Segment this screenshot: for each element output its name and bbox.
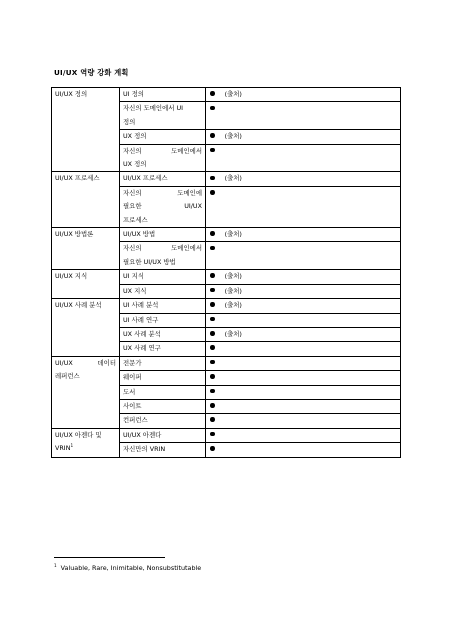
category-cell — [52, 228, 120, 270]
item-text: 도메인에 — [177, 188, 202, 197]
note-cell — [206, 102, 401, 130]
item-text: 필요한 UI/UX 방법 — [123, 257, 176, 266]
item-cell: 자신만의 VRIN — [120, 443, 206, 457]
source-note: (출처) — [224, 90, 242, 98]
category-label: UI/UX 지식 — [55, 272, 88, 281]
item-cell: UI/UX 방법 — [120, 228, 206, 242]
item-text: 도메인에서 — [171, 146, 202, 155]
note-cell — [206, 313, 401, 327]
note-cell — [206, 399, 401, 413]
item-cell: UI/UX 프로세스 — [120, 172, 206, 186]
category-cell — [52, 172, 120, 228]
table-row — [52, 228, 401, 242]
item-cell: UX 지식 — [120, 284, 206, 298]
bullet-icon — [210, 246, 215, 251]
item-text: 정의 — [123, 117, 136, 126]
bullet-icon — [210, 176, 215, 181]
item-cell: UX 사례 분석 — [120, 327, 206, 341]
item-text: 자신의 — [123, 188, 142, 197]
note-cell — [206, 88, 401, 102]
bullet-icon — [210, 345, 215, 350]
bullet-icon — [210, 360, 215, 365]
category-label: UI/UX 아젠다 및 — [55, 430, 102, 439]
category-cell — [52, 270, 120, 299]
source-note: (출처) — [224, 301, 242, 310]
bullet-icon — [210, 190, 215, 195]
item-cell: 웨이퍼 — [120, 371, 206, 385]
item-cell: 사이트 — [120, 399, 206, 413]
note-cell — [206, 130, 401, 144]
item-text: 필요한 — [123, 202, 142, 211]
bullet-icon — [210, 317, 215, 322]
bullet-icon — [210, 133, 215, 138]
item-cell: UI 사례 분석 — [120, 299, 206, 313]
source-note: (출처) — [224, 132, 242, 141]
page-title: UI/UX 역량 강화 계획 — [54, 68, 129, 77]
footnote-marker: 1 — [54, 563, 57, 568]
item-cell: UX 정의 — [120, 130, 206, 144]
bullet-icon — [210, 273, 215, 278]
item-text: 프로세스 — [123, 215, 148, 224]
item-cell: UI 사례 연구 — [120, 313, 206, 327]
bullet-icon — [210, 389, 215, 394]
note-cell — [206, 385, 401, 399]
item-cell: UI 지식 — [120, 270, 206, 284]
bullet-icon — [210, 288, 215, 293]
category-cell — [52, 356, 120, 428]
item-text: 자신의 — [123, 244, 142, 253]
note-cell — [206, 327, 401, 341]
note-cell — [206, 284, 401, 298]
item-cell — [120, 242, 206, 270]
category-label: VRIN — [55, 444, 71, 453]
footnote-text: Valuable, Rare, Inimitable, Nonsubstitutable — [60, 564, 202, 572]
note-cell — [206, 144, 401, 172]
note-cell — [206, 443, 401, 457]
note-cell — [206, 228, 401, 242]
item-cell — [120, 144, 206, 172]
source-note: (출처) — [224, 230, 242, 239]
table-row — [52, 299, 401, 313]
item-cell: UI 정의 — [120, 88, 206, 102]
bullet-icon — [210, 331, 215, 336]
bullet-icon — [210, 302, 215, 307]
source-note: (출처) — [224, 174, 242, 183]
note-cell — [206, 299, 401, 313]
item-text: UX 정의 — [123, 160, 147, 169]
category-cell — [52, 299, 120, 357]
bullet-icon — [210, 91, 215, 96]
note-cell — [206, 172, 401, 186]
item-cell: UX 사례 연구 — [120, 342, 206, 356]
bullet-icon — [210, 446, 215, 451]
table-row — [52, 88, 401, 102]
bullet-icon — [210, 148, 215, 153]
category-label: UI/UX 정의 — [55, 90, 88, 98]
item-text: 자신의 도메인에서 UI — [123, 104, 184, 113]
bullet-icon — [210, 231, 215, 236]
category-label: UI/UX — [55, 358, 73, 367]
bullet-icon — [210, 417, 215, 422]
item-text: 자신의 — [123, 146, 142, 155]
bullet-icon — [210, 403, 215, 408]
category-label: 데이터 — [97, 358, 116, 367]
footnote-ref[interactable]: 1 — [70, 443, 74, 449]
note-cell — [206, 414, 401, 428]
note-cell — [206, 342, 401, 356]
note-cell — [206, 371, 401, 385]
note-cell — [206, 186, 401, 227]
source-note: (출처) — [224, 329, 242, 338]
table-row — [52, 270, 401, 284]
item-cell: 전문가 — [120, 356, 206, 370]
table-row — [52, 356, 401, 370]
note-cell — [206, 242, 401, 270]
item-cell — [120, 102, 206, 130]
note-cell — [206, 270, 401, 284]
category-cell — [52, 428, 120, 457]
footnote-divider — [54, 557, 165, 558]
category-label: UI/UX 사례 분석 — [55, 301, 102, 310]
bullet-icon — [210, 106, 215, 111]
item-text: 도메인에서 — [171, 244, 202, 253]
item-cell — [120, 186, 206, 227]
category-label: UI/UX 방법론 — [55, 230, 94, 239]
table-row — [52, 172, 401, 186]
item-cell: 도서 — [120, 385, 206, 399]
plan-table — [51, 87, 401, 458]
category-label: UI/UX 프로세스 — [55, 174, 100, 183]
footnote — [54, 564, 201, 572]
table-row — [52, 428, 401, 442]
bullet-icon — [210, 432, 215, 437]
item-cell: UI/UX 아젠다 — [120, 428, 206, 442]
note-cell — [206, 356, 401, 370]
bullet-icon — [210, 374, 215, 379]
note-cell — [206, 428, 401, 442]
source-note: (출처) — [224, 286, 242, 295]
item-cell: 컨퍼런스 — [120, 414, 206, 428]
item-text: UI/UX — [184, 202, 202, 211]
source-note: (출처) — [224, 272, 242, 281]
category-cell — [52, 88, 120, 172]
category-label: 레퍼런스 — [55, 372, 80, 381]
